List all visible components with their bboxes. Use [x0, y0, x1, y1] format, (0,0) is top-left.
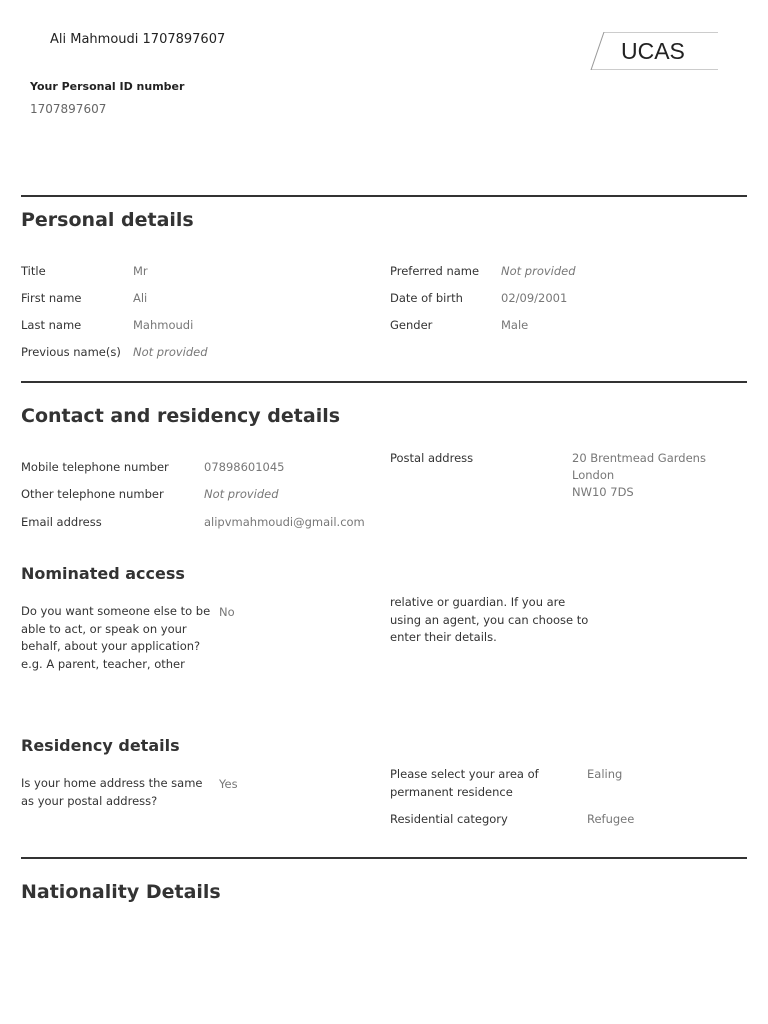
question-line: enter their details.	[390, 630, 497, 644]
question-line: Do you want someone else to be	[21, 604, 211, 618]
other-phone-value: Not provided	[204, 487, 279, 501]
nominated-access-heading: Nominated access	[21, 564, 185, 583]
personal-id-value: 1707897607	[30, 102, 107, 116]
email-label: Email address	[21, 515, 102, 529]
other-phone-label: Other telephone number	[21, 487, 164, 501]
preferred-name-value: Not provided	[501, 264, 576, 278]
first-name-label: First name	[21, 291, 82, 305]
home-address-answer: Yes	[219, 777, 238, 791]
question-line: Is your home address the same	[21, 776, 203, 790]
postal-address-label: Postal address	[390, 451, 474, 465]
ucas-logo	[590, 32, 718, 70]
residency-details-heading: Residency details	[21, 736, 180, 755]
first-name-value: Ali	[133, 291, 148, 305]
applicant-name-header: Ali Mahmoudi 1707897607	[50, 32, 226, 47]
question-line: behalf, about your application?	[21, 639, 201, 653]
section-divider	[21, 857, 747, 859]
question-line: as your postal address?	[21, 793, 158, 808]
nominated-access-question-continued	[390, 594, 588, 647]
question-line: Please select your area of	[390, 767, 539, 781]
logo-text: UCAS	[621, 38, 685, 64]
personal-details-heading: Personal details	[21, 209, 194, 231]
date-of-birth-value: 02/09/2001	[501, 291, 568, 305]
nominated-access-answer: No	[219, 605, 235, 619]
previous-names-label: Previous name(s)	[21, 345, 121, 359]
previous-names-value: Not provided	[133, 345, 208, 359]
title-label: Title	[21, 264, 46, 278]
last-name-label: Last name	[21, 318, 82, 332]
title-value: Mr	[133, 264, 148, 278]
nominated-access-question	[21, 603, 210, 673]
postal-address-line: NW10 7DS	[572, 485, 634, 499]
section-divider	[21, 381, 747, 383]
question-line: e.g. A parent, teacher, other	[21, 656, 185, 671]
personal-id-label: Your Personal ID number	[30, 80, 185, 93]
area-residence-answer: Ealing	[587, 767, 623, 781]
last-name-value: Mahmoudi	[133, 318, 194, 332]
mobile-phone-value: 07898601045	[204, 460, 285, 474]
gender-label: Gender	[390, 318, 433, 332]
contact-residency-heading: Contact and residency details	[21, 405, 341, 427]
gender-value: Male	[501, 318, 529, 332]
email-value: alipvmahmoudi@gmail.com	[204, 515, 365, 529]
residential-category-label: Residential category	[390, 812, 508, 826]
postal-address-line: 20 Brentmead Gardens	[572, 451, 706, 465]
question-line: permanent residence	[390, 784, 513, 799]
home-address-question	[21, 775, 203, 810]
residential-category-value: Refugee	[587, 812, 635, 826]
postal-address-line: London	[572, 468, 615, 482]
date-of-birth-label: Date of birth	[390, 291, 463, 305]
question-line: using an agent, you can choose to	[390, 612, 589, 627]
nationality-details-heading: Nationality Details	[21, 881, 221, 903]
area-residence-question	[390, 766, 539, 801]
mobile-phone-label: Mobile telephone number	[21, 460, 169, 474]
section-divider	[21, 195, 747, 197]
question-line: able to act, or speak on your	[21, 621, 187, 636]
preferred-name-label: Preferred name	[390, 264, 480, 278]
question-line: relative or guardian. If you are	[390, 595, 566, 609]
